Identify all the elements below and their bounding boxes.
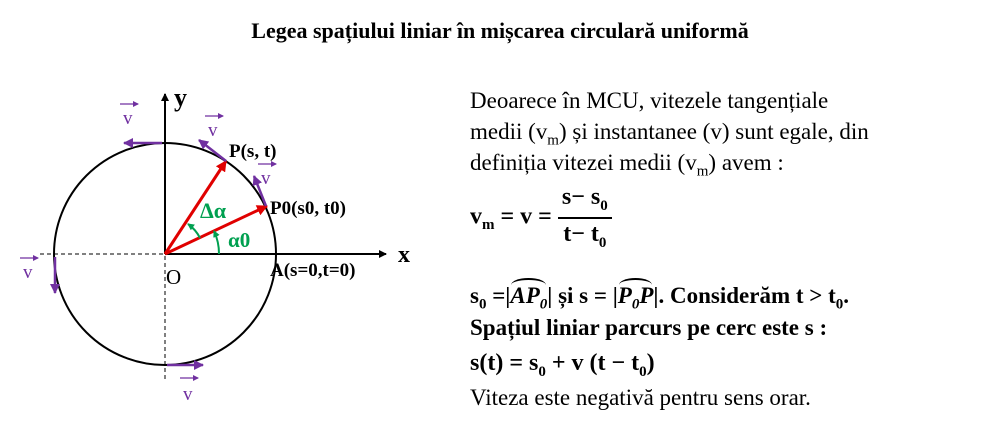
origin-label: O <box>166 265 182 289</box>
text-line-1: Deoarece în MCU, vitezele tangențiale <box>470 88 829 113</box>
text-s0-definition: $s_0 =|AP_0|$ și $s = |P_0P|$. Considerăm $t > t_0$. <box>470 283 850 313</box>
velocity-label-p0: v <box>261 168 271 189</box>
fraction: $\frac{s- s_0}{t- t_0}$ <box>558 184 612 252</box>
axis-y-label: y <box>174 83 187 112</box>
point-p0-label: P0(s0, t0) <box>270 198 346 219</box>
velocity-label-top: v <box>123 108 133 129</box>
velocity-label-left: v <box>23 262 33 283</box>
axis-x-label: x <box>398 242 410 268</box>
equation-velocity: $v_m = v$ = $\frac{s- s_0}{t- t_0}$ <box>470 184 612 252</box>
angle-alpha0-label: α0 <box>228 228 251 252</box>
arc-ap0: $AP_0$ <box>510 283 548 313</box>
angle-delta-arc <box>188 224 200 238</box>
velocity-label-p: v <box>208 120 218 141</box>
velocity-label-bottom: v <box>183 384 193 405</box>
equation-position: $s(t) = s_0 + v$ $(t - t_0)$ <box>470 350 655 380</box>
angle-delta-label: Δα <box>200 198 227 223</box>
text-last-line: Viteza este negativă pentru sens orar. <box>470 385 811 410</box>
angle-alpha0-arc <box>214 231 219 254</box>
text-line-3: definiția vitezei medii $(v_m)$ avem : <box>470 150 784 180</box>
point-p-label: P(s, t) <box>229 141 277 162</box>
point-a-label: A(s=0,t=0) <box>270 260 356 281</box>
circular-motion-diagram <box>0 0 460 433</box>
arc-p0p: $P_0P$ <box>617 283 654 313</box>
page-title: Legea spațiului liniar în mișcarea circulară uniformă <box>251 18 749 43</box>
text-line-2: medii $(v_m)$ și instantanee (v) sunt egale, din <box>470 119 869 149</box>
text-linear-space: Spațiul liniar parcurs pe cerc este s : <box>470 315 828 340</box>
